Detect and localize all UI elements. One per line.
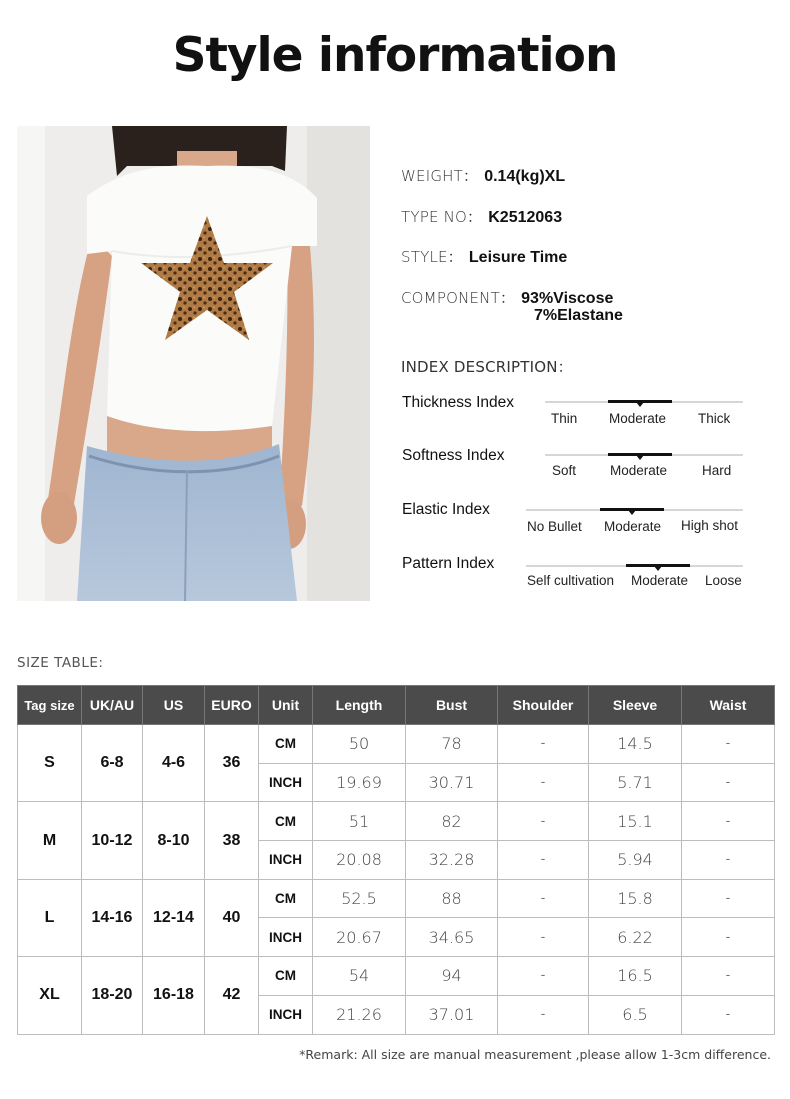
euro-cell: 42	[205, 957, 259, 1034]
length-cell: 54	[313, 957, 406, 996]
model-photo-illustration	[17, 126, 370, 601]
pattern-option-self-cultivation: Self cultivation	[527, 573, 615, 588]
page-title: Style information	[172, 28, 618, 83]
shoulder-cell: -	[498, 802, 589, 841]
unit-cell: CM	[259, 957, 313, 996]
thickness-option-thin: Thin	[551, 411, 578, 426]
sleeve-cell: 6.22	[589, 918, 682, 957]
euro-cell: 38	[205, 802, 259, 879]
bust-cell: 78	[406, 725, 498, 764]
us-cell: 8-10	[143, 802, 205, 879]
unit-cell: CM	[259, 802, 313, 841]
uk-au-cell: 14-16	[82, 879, 143, 956]
pattern-index-label: Pattern Index	[402, 555, 495, 572]
header-length: Length	[313, 686, 406, 725]
shoulder-cell: -	[498, 957, 589, 996]
table-row	[18, 879, 775, 918]
component-value-1: 93%Viscose	[521, 290, 614, 307]
header-shoulder: Shoulder	[498, 686, 589, 725]
uk-au-cell: 18-20	[82, 957, 143, 1034]
softness-index-label: Softness Index	[402, 447, 505, 464]
unit-cell: INCH	[259, 918, 313, 957]
shoulder-cell: -	[498, 725, 589, 764]
waist-cell: -	[682, 995, 775, 1034]
sleeve-cell: 6.5	[589, 995, 682, 1034]
waist-cell: -	[682, 879, 775, 918]
type-value: K2512063	[488, 209, 563, 226]
shoulder-cell: -	[498, 918, 589, 957]
weight-key: WEIGHT：	[401, 167, 479, 185]
softness-pointer-icon	[636, 455, 644, 460]
bust-cell: 34.65	[406, 918, 498, 957]
unit-cell: INCH	[259, 995, 313, 1034]
header-us: US	[143, 686, 205, 725]
thickness-pointer-icon	[636, 402, 644, 407]
softness-option-moderate: Moderate	[610, 463, 668, 478]
unit-cell: INCH	[259, 763, 313, 802]
sleeve-cell: 16.5	[589, 957, 682, 996]
waist-cell: -	[682, 918, 775, 957]
bust-cell: 32.28	[406, 841, 498, 880]
table-row	[18, 802, 775, 841]
elastic-option-moderate: Moderate	[604, 519, 662, 534]
waist-cell: -	[682, 957, 775, 996]
header-waist: Waist	[682, 686, 775, 725]
length-cell: 52.5	[313, 879, 406, 918]
spec-style	[401, 246, 567, 267]
unit-cell: INCH	[259, 841, 313, 880]
elastic-index-label: Elastic Index	[402, 501, 490, 518]
shoulder-cell: -	[498, 841, 589, 880]
sleeve-cell: 15.1	[589, 802, 682, 841]
waist-cell: -	[682, 841, 775, 880]
sleeve-cell: 5.94	[589, 841, 682, 880]
style-key: STYLE：	[401, 248, 463, 266]
elastic-option-high-shot: High shot	[681, 518, 739, 533]
waist-cell: -	[682, 725, 775, 764]
unit-cell: CM	[259, 879, 313, 918]
shoulder-cell: -	[498, 879, 589, 918]
table-row	[18, 957, 775, 996]
waist-cell: -	[682, 802, 775, 841]
spec-type	[401, 206, 562, 227]
remark-note: *Remark: All size are manual measurement ,please allow 1-3cm difference.	[299, 1047, 771, 1062]
tag-size-cell: M	[18, 802, 82, 879]
softness-option-hard: Hard	[702, 463, 732, 478]
header-sleeve: Sleeve	[589, 686, 682, 725]
tag-size-cell: L	[18, 879, 82, 956]
sleeve-cell: 15.8	[589, 879, 682, 918]
softness-option-soft: Soft	[552, 463, 577, 478]
shoulder-cell: -	[498, 763, 589, 802]
elastic-option-no-bullet: No Bullet	[527, 519, 582, 534]
pattern-option-moderate: Moderate	[631, 573, 689, 588]
euro-cell: 40	[205, 879, 259, 956]
header-bust: Bust	[406, 686, 498, 725]
length-cell: 50	[313, 725, 406, 764]
index-description-heading: INDEX DESCRIPTION：	[401, 358, 573, 376]
size-table	[17, 685, 775, 1035]
bust-cell: 30.71	[406, 763, 498, 802]
us-cell: 4-6	[143, 725, 205, 802]
header-euro: EURO	[205, 686, 259, 725]
sleeve-cell: 5.71	[589, 763, 682, 802]
tag-size-cell: XL	[18, 957, 82, 1034]
type-key: TYPE NO：	[401, 208, 483, 226]
style-value: Leisure Time	[468, 249, 568, 266]
bust-cell: 88	[406, 879, 498, 918]
thickness-option-thick: Thick	[698, 411, 731, 426]
sleeve-cell: 14.5	[589, 725, 682, 764]
length-cell: 20.08	[313, 841, 406, 880]
unit-cell: CM	[259, 725, 313, 764]
uk-au-cell: 10-12	[82, 802, 143, 879]
thickness-option-moderate: Moderate	[609, 411, 667, 426]
spec-component	[401, 287, 623, 324]
header-unit: Unit	[259, 686, 313, 725]
component-value-2: 7%Elastane	[534, 307, 623, 324]
us-cell: 12-14	[143, 879, 205, 956]
size-table-heading: SIZE TABLE:	[17, 655, 104, 671]
bust-cell: 94	[406, 957, 498, 996]
euro-cell: 36	[205, 725, 259, 802]
spec-weight	[401, 165, 565, 186]
size-table-header-row	[18, 686, 775, 725]
pattern-option-loose: Loose	[705, 573, 742, 588]
length-cell: 20.67	[313, 918, 406, 957]
header-uk-au: UK/AU	[82, 686, 143, 725]
thickness-index-label: Thickness Index	[402, 394, 514, 411]
waist-cell: -	[682, 763, 775, 802]
header-tag-size: Tag size	[18, 686, 82, 725]
table-row	[18, 725, 775, 764]
uk-au-cell: 6-8	[82, 725, 143, 802]
length-cell: 19.69	[313, 763, 406, 802]
weight-value: 0.14(kg)XL	[484, 168, 566, 185]
bust-cell: 82	[406, 802, 498, 841]
length-cell: 51	[313, 802, 406, 841]
component-key: COMPONENT：	[401, 289, 516, 307]
us-cell: 16-18	[143, 957, 205, 1034]
pattern-pointer-icon	[654, 566, 662, 571]
product-photo	[17, 126, 370, 601]
elastic-pointer-icon	[628, 510, 636, 515]
bust-cell: 37.01	[406, 995, 498, 1034]
tag-size-cell: S	[18, 725, 82, 802]
length-cell: 21.26	[313, 995, 406, 1034]
shoulder-cell: -	[498, 995, 589, 1034]
